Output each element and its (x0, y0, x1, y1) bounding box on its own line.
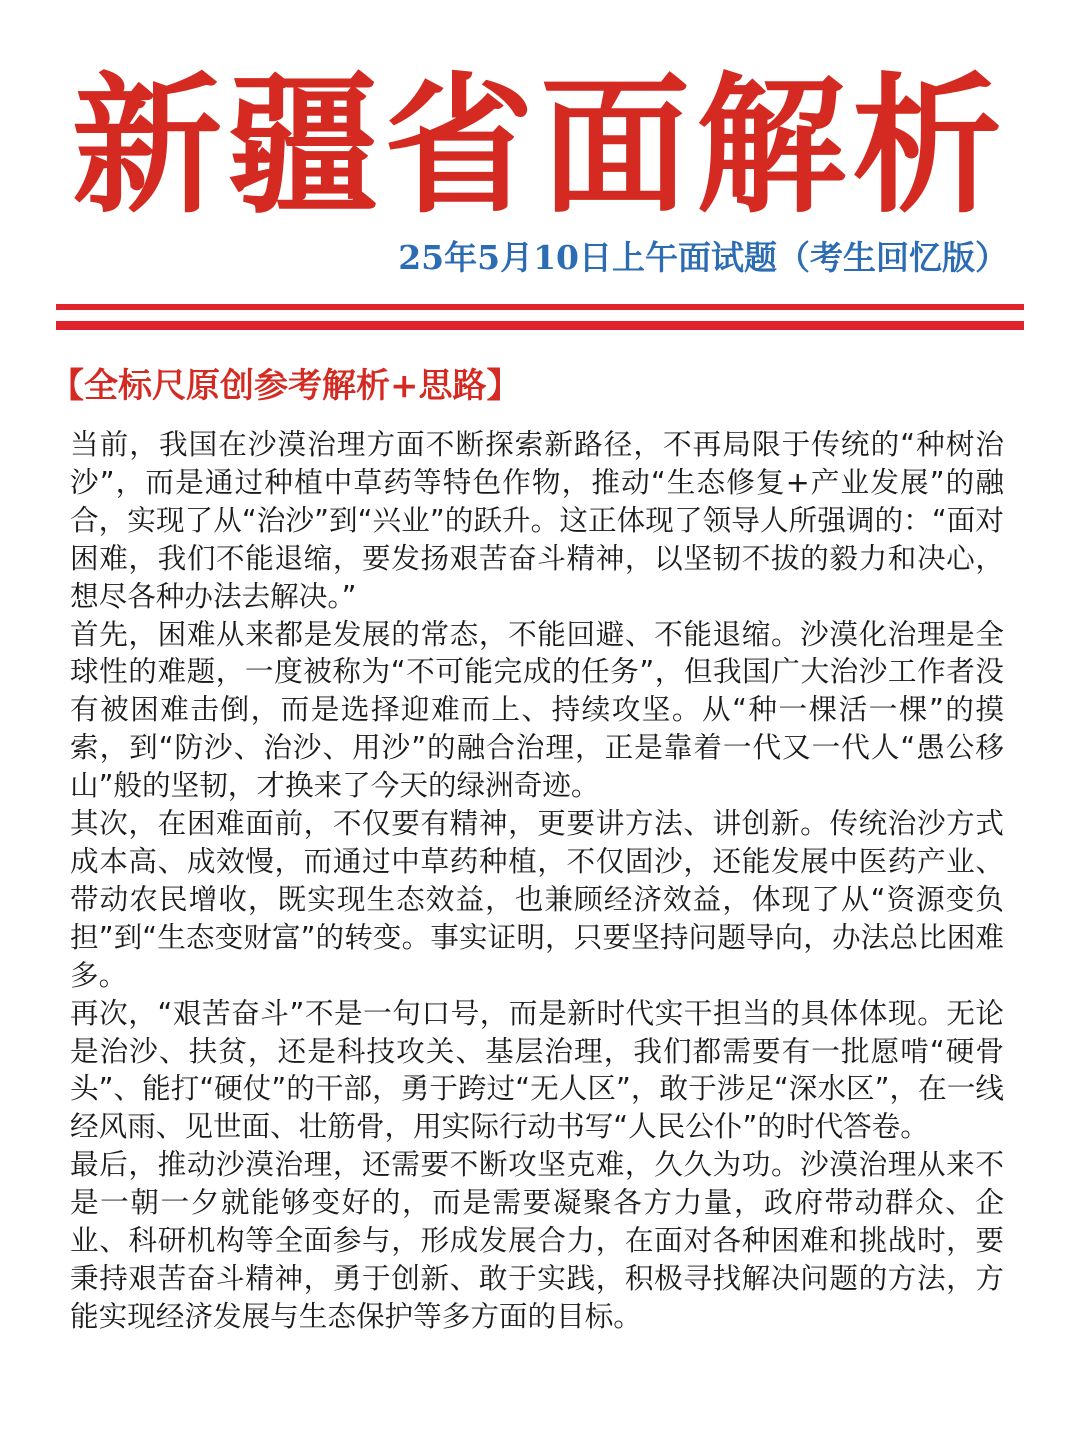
subtitle: 25年5月10日上午面试题（考生回忆版） (398, 238, 1008, 277)
paragraph-third: 再次，“艰苦奋斗”不是一句口号，而是新时代实干担当的具体体现。无论是治沙、扶贫，还是科技攻关、基层治理，我们都需要有一批愿啃“硬骨头”、能打“硬仗”的干部，勇于跨过“无人区”，敢于涉足“深水区”，在一线经风雨、见世面、壮筋骨，用实际行动书写“人民公仆”的时代答卷。 (70, 995, 1004, 1144)
paragraph-intro: 当前，我国在沙漠治理方面不断探索新路径，不再局限于传统的“种树治沙”，而是通过种植中草药等特色作物，推动“生态修复+产业发展”的融合，实现了从“治沙”到“兴业”的跃升。这正体现了领导人所强调的：“面对困难，我们不能退缩，要发扬艰苦奋斗精神，以坚韧不拔的毅力和决心，想尽各种办法去解决。” (70, 427, 1004, 613)
paragraph-second: 其次，在困难面前，不仅要有精神，更要讲方法、讲创新。传统治沙方式成本高、成效慢，而通过中草药种植，不仅固沙，还能发展中医药产业、带动农民增收，既实现生态效益，也兼顾经济效益，体现了从“资源变负担”到“生态变财富”的转变。事实证明，只要坚持问题导向，办法总比困难多。 (70, 806, 1004, 992)
main-title: 新疆省面解析 (71, 58, 1008, 234)
divider-thick (56, 321, 1024, 330)
section-heading: 【全标尺原创参考解析+思路】 (50, 366, 521, 406)
article-body (70, 426, 1004, 1336)
paragraph-first: 首先，困难从来都是发展的常态，不能回避、不能退缩。沙漠化治理是全球性的难题，一度被称为“不可能完成的任务”，但我国广大治沙工作者没有被困难击倒，而是选择迎难而上、持续攻坚。从“种一棵活一棵”的摸索，到“防沙、治沙、用沙”的融合治理，正是靠着一代又一代人“愚公移山”般的坚韧，才换来了今天的绿洲奇迹。 (70, 616, 1004, 803)
paragraph-final: 最后，推动沙漠治理，还需要不断攻坚克难，久久为功。沙漠治理从来不是一朝一夕就能够变好的，而是需要凝聚各方力量，政府带动群众、企业、科研机构等全面参与，形成发展合力，在面对各种困难和挑战时，要秉持艰苦奋斗精神，勇于创新、敢于实践，积极寻找解决问题的方法，方能实现经济发展与生态保护等多方面的目标。 (70, 1147, 1004, 1333)
divider-thin (56, 304, 1024, 310)
